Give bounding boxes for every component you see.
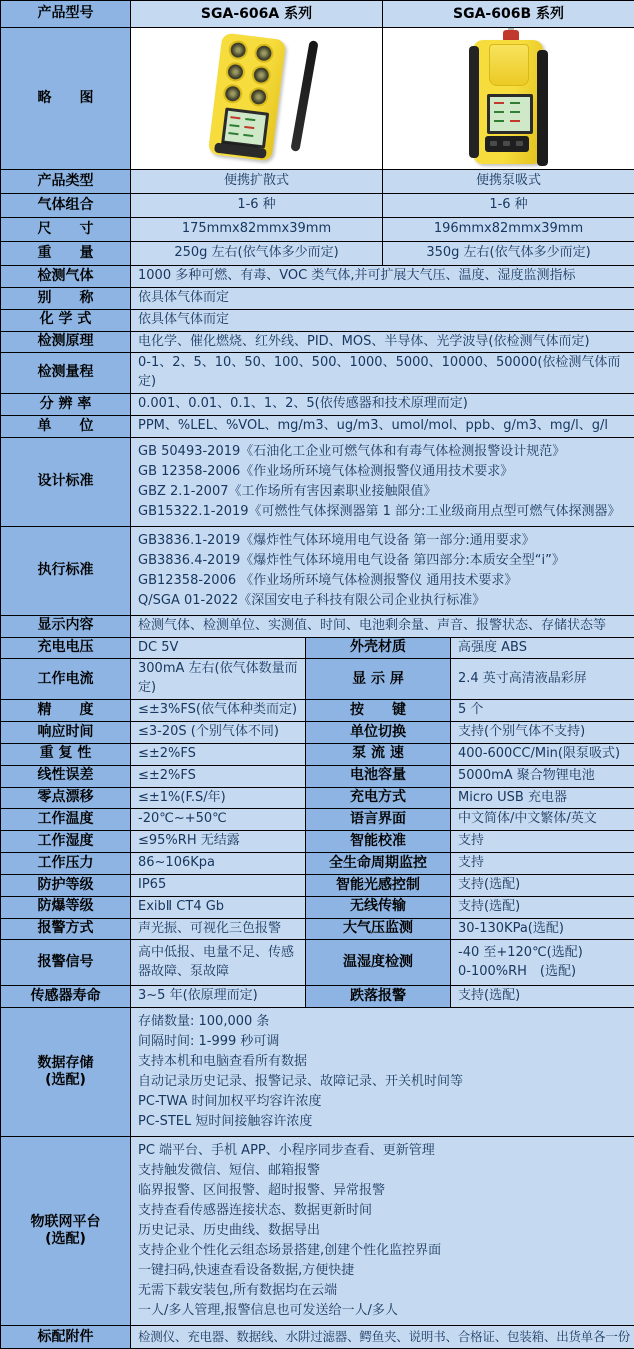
row-label: 报警信号 [1,940,131,986]
standard-line: GB3836.1-2019《爆炸性气体环境用电气设备 第一部分:通用要求》 [138,531,627,551]
table-row [1,831,634,853]
row-value: 0.001、0.01、0.1、1、2、5(依传感器和技术原理而定) [131,394,634,416]
table-row [1,743,634,765]
row-value: 5000mA 聚合物锂电池 [451,765,634,787]
table-row [1,170,634,194]
feature-line: 自动记录历史记录、报警记录、故障记录、开关机时间等 [138,1072,627,1092]
device-b-right-rail [537,50,548,166]
table-row [1,637,634,659]
row-label: 跌落报警 [306,986,451,1008]
row-label: 单 位 [1,415,131,437]
row-value: 2.4 英寸高清液晶彩屏 [451,659,634,700]
row-label: 工作压力 [1,853,131,875]
header-series-a: SGA-606A 系列 [131,1,383,28]
row-value [451,940,634,986]
row-label: 检测原理 [1,331,131,353]
row-label: 线性误差 [1,765,131,787]
table-row [1,874,634,896]
value-a: 便携扩散式 [131,170,383,194]
row-value: 1000 多种可燃、有毒、VOC 类气体,并可扩展大气压、温度、湿度监测指标 [131,266,634,288]
feature-line: PC 端平台、手机 APP、小程序同步查看、更新管理 [138,1141,627,1161]
row-label: 智能校准 [306,831,451,853]
table-row [1,700,634,722]
row-label: 数据存储 (选配) [1,1008,131,1137]
iot-platform-row [1,1137,634,1326]
header-model-label: 产品型号 [1,1,131,28]
value-a: 1-6 种 [131,194,383,218]
row-value: 400-600CC/Min(限泵吸式) [451,743,634,765]
row-label: 防护等级 [1,874,131,896]
table-row [1,266,634,288]
feature-line: 支持本机和电脑查看所有数据 [138,1052,627,1072]
table-row [1,918,634,940]
device-a-image [177,32,337,166]
row-value: ≤3-20S (个别气体不同) [131,721,306,743]
table-row [1,218,634,242]
device-a-antenna [290,40,318,152]
standard-line: GB 50493-2019《石油化工企业可燃气体和有毒气体检测报警设计规范》 [138,442,627,462]
row-label: 工作湿度 [1,831,131,853]
feature-line: 无需下载安装包,所有数据均在云端 [138,1281,627,1301]
standard-line: Q/SGA 01-2022《深国安电子科技有限公司企业执行标准》 [138,591,627,611]
sensor-grill [224,61,245,82]
standard-line: GB12358-2006 《作业场所环境气体检测报警仪 通用技术要求》 [138,571,627,591]
row-label: 尺 寸 [1,218,131,242]
row-value: 支持 [451,831,634,853]
feature-line: PC-STEL 短时间接触容许浓度 [138,1112,627,1132]
table-row [1,415,634,437]
row-label: 传感器寿命 [1,986,131,1008]
feature-line: 一键扫码,快速查看设备数据,方便快捷 [138,1261,627,1281]
row-value: 300mA 左右(依气体数量而定) [131,659,306,700]
row-value: 支持(选配) [451,986,634,1008]
table-row [1,721,634,743]
row-label: 标配附件 [1,1326,131,1349]
row-label: 充电电压 [1,637,131,659]
table-row [1,194,634,218]
standard-line: GBZ 2.1-2007《工作场所有害因素职业接触限值》 [138,482,627,502]
row-label: 全生命周期监控 [306,853,451,875]
row-value: 检测气体、检测单位、实测值、时间、电池剩余量、声音、报警状态、存储状态等 [131,615,634,637]
sketch-label: 略 图 [1,28,131,170]
row-value: 高强度 ABS [451,637,634,659]
row-label: 语言界面 [306,809,451,831]
row-value: 依具体气体而定 [131,309,634,331]
table-row [1,331,634,353]
device-b-top-panel [489,44,529,86]
design-standard-lines [131,437,634,526]
device-b-buttons [485,136,529,152]
value-a: 175mmx82mmx39mm [131,218,383,242]
row-label: 物联网平台 (选配) [1,1137,131,1326]
feature-line: PC-TWA 时间加权平均容许浓度 [138,1092,627,1112]
table-row [1,659,634,700]
row-value: ≤±1%(F.S/年) [131,787,306,809]
row-label: 报警方式 [1,918,131,940]
sketch-row [1,28,634,170]
table-row [1,896,634,918]
row-label: 响应时间 [1,721,131,743]
row-label: 显 示 屏 [306,659,451,700]
table-row [1,765,634,787]
standard-line: GB15322.1-2019《可燃性气体探测器第 1 部分:工业级商用点型可燃气体探测器》 [138,502,627,522]
table-row [1,353,634,394]
row-value: 声光振、可视化三色报警 [131,918,306,940]
table-row [1,309,634,331]
device-a-cell [131,28,383,170]
value-b: 196mmx82mmx39mm [383,218,634,242]
row-label: 零点漂移 [1,787,131,809]
display-content-row [1,615,634,637]
row-label: 检测量程 [1,353,131,394]
table-row [1,787,634,809]
device-b-cell [383,28,634,170]
row-value: ≤±2%FS [131,743,306,765]
table-row [1,394,634,416]
row-value: 支持(个别气体不支持) [451,721,634,743]
row-value: -20℃~+50℃ [131,809,306,831]
value-line: -40 至+120℃(选配) [458,944,627,963]
value-a: 250g 左右(依气体多少而定) [131,242,383,266]
sensor-grill [250,64,271,85]
iot-platform-lines [131,1137,634,1326]
row-value: 3~5 年(依原理而定) [131,986,306,1008]
sensor-grill [253,42,274,63]
header-row [1,1,634,28]
sensor-grill [227,39,248,60]
device-b-body [473,40,543,164]
accessories-row [1,1326,634,1349]
row-value: 电化学、催化燃烧、红外线、PID、MOS、半导体、光学波导(依检测气体而定) [131,331,634,353]
feature-line: 历史记录、历史曲线、数据导出 [138,1221,627,1241]
row-value: ≤95%RH 无结露 [131,831,306,853]
row-label: 充电方式 [306,787,451,809]
design-standard-row [1,437,634,526]
row-label: 设计标准 [1,437,131,526]
row-value: ExibⅡ CT4 Gb [131,896,306,918]
row-label: 外壳材质 [306,637,451,659]
row-value: ≤±3%FS(依气体种类而定) [131,700,306,722]
feature-line: 支持查看传感器连接状态、数据更新时间 [138,1201,627,1221]
row-value: ≤±2%FS [131,765,306,787]
sensor-grill [248,86,269,107]
row-label: 防爆等级 [1,896,131,918]
row-value: PPM、%LEL、%VOL、mg/m3、ug/m3、umol/mol、ppb、g/m3、mg/l、g/l [131,415,634,437]
value-b: 350g 左右(依气体多少而定) [383,242,634,266]
row-label: 精 度 [1,700,131,722]
row-label: 重 复 性 [1,743,131,765]
feature-line: 存储数量: 100,000 条 [138,1012,627,1032]
row-label: 无线传输 [306,896,451,918]
feature-line: 支持触发微信、短信、邮箱报警 [138,1161,627,1181]
feature-line: 间隔时间: 1-999 秒可调 [138,1032,627,1052]
device-b-image [449,30,569,168]
row-value: 30-130KPa(选配) [451,918,634,940]
feature-line: 一人/多人管理,报警信息也可发送给一人/多人 [138,1301,627,1321]
alarm-signal-row [1,940,634,986]
row-label: 智能光感控制 [306,874,451,896]
row-label: 气体组合 [1,194,131,218]
row-label: 大气压监测 [306,918,451,940]
standard-line: GB3836.4-2019《爆炸性气体环境用电气设备 第四部分:本质安全型“i”》 [138,551,627,571]
value-b: 1-6 种 [383,194,634,218]
row-label: 化 学 式 [1,309,131,331]
row-label: 重 量 [1,242,131,266]
table-row [1,287,634,309]
row-label: 电池容量 [306,765,451,787]
row-value: IP65 [131,874,306,896]
exec-standard-row [1,526,634,615]
row-label: 工作温度 [1,809,131,831]
row-label: 分 辨 率 [1,394,131,416]
exec-standard-lines [131,526,634,615]
row-label: 按 键 [306,700,451,722]
row-value: 检测仪、充电器、数据线、水阱过滤器、鳄鱼夹、说明书、合格证、包装箱、出货单各一份 [131,1326,634,1349]
feature-line: 支持企业个性化云组态场景搭建,创建个性化监控界面 [138,1241,627,1261]
data-storage-lines [131,1008,634,1137]
header-series-b: SGA-606B 系列 [383,1,634,28]
row-label: 单位切换 [306,721,451,743]
row-value: 中文简体/中文繁体/英文 [451,809,634,831]
row-label: 执行标准 [1,526,131,615]
sensor-grill [222,83,243,104]
row-label: 产品类型 [1,170,131,194]
row-label: 工作电流 [1,659,131,700]
row-value: 5 个 [451,700,634,722]
row-label: 泵 流 速 [306,743,451,765]
row-label: 显示内容 [1,615,131,637]
table-row [1,853,634,875]
row-value: 86~106Kpa [131,853,306,875]
standard-line: GB 12358-2006《作业场所环境气体检测报警仪通用技术要求》 [138,462,627,482]
row-label: 温湿度检测 [306,940,451,986]
row-value: 高中低报、电量不足、传感器故障、泵故障 [131,940,306,986]
row-label: 检测气体 [1,266,131,288]
value-b: 便携泵吸式 [383,170,634,194]
row-label: 别 称 [1,287,131,309]
sensor-life-row [1,986,634,1008]
row-value: Micro USB 充电器 [451,787,634,809]
device-b-left-rail [469,46,479,158]
row-value: DC 5V [131,637,306,659]
value-line: 0-100%RH (选配) [458,963,627,982]
row-value: 依具体气体而定 [131,287,634,309]
data-storage-row [1,1008,634,1137]
device-a-body [207,32,285,161]
device-b-screen [487,94,533,134]
row-value: 支持 [451,853,634,875]
table-row [1,809,634,831]
row-value: 支持(选配) [451,896,634,918]
table-row [1,242,634,266]
row-value: 支持(选配) [451,874,634,896]
row-value: 0-1、2、5、10、50、100、500、1000、5000、10000、50000(依检测气体而定) [131,353,634,394]
feature-line: 临界报警、区间报警、超时报警、异常报警 [138,1181,627,1201]
